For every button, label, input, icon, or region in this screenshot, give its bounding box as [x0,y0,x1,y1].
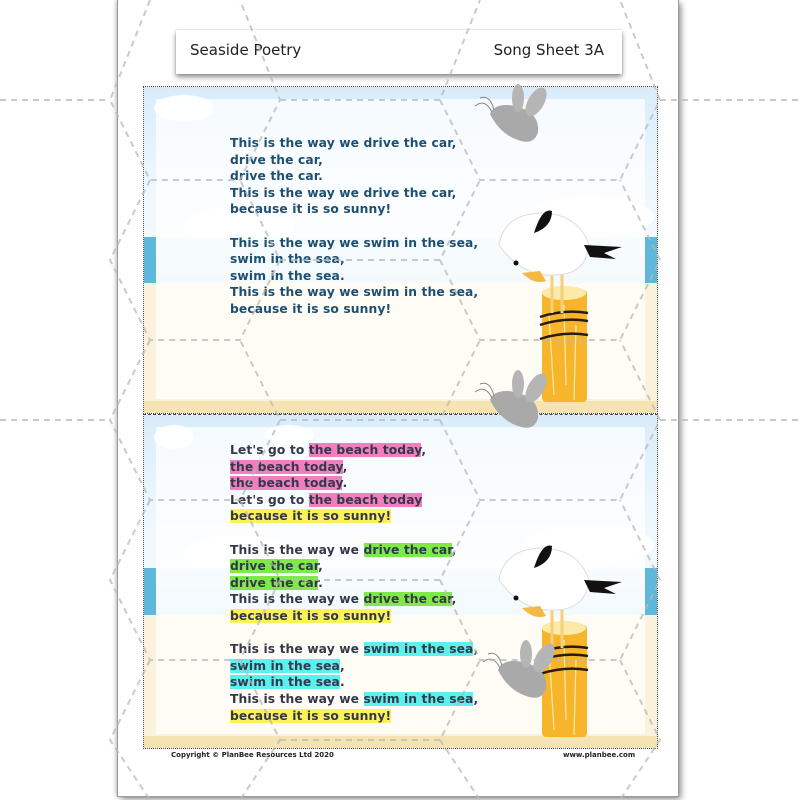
highlight-pink: the beach today [230,476,343,491]
poem-line: the beach today. [230,476,348,491]
bee-illustration [470,370,560,432]
poem-line: because it is so sunny! [230,202,392,217]
poem-bottom [230,442,478,724]
poem-line: This is the way we swim in the sea, [230,691,479,706]
copyright-text: Copyright © PlanBee Resources Ltd 2020 [171,751,334,759]
poem-line: because it is so sunny! [230,301,392,316]
highlight-yellow: because it is so sunny! [230,509,392,524]
poem-line: drive the car, [230,559,323,574]
poem-line: This is the way we drive the car, [230,542,457,557]
poem-line [230,708,478,725]
sheet-number: Song Sheet 3A [493,41,604,59]
poem-line: drive the car. [230,169,323,184]
poem-line: Let's go to the beach today [230,492,423,507]
highlight-yellow: because it is so sunny! [230,708,392,723]
poem-line: This is the way we swim in the sea, [230,235,479,250]
poem-line: This is the way we swim in the sea, [230,285,479,300]
poem-line: This is the way we drive the car, [230,136,457,150]
poem-top [230,135,478,318]
poem-line: Let's go to the beach today, [230,443,427,457]
poem-line: drive the car, [230,152,323,167]
poem-line: This is the way we drive the car, [230,185,457,200]
highlight-yellow: because it is so sunny! [230,608,392,623]
highlight-green: drive the car [363,592,452,607]
highlight-green: drive the car [363,542,452,557]
poem-line: swim in the sea. [230,268,345,283]
highlight-cyan: swim in the sea [230,658,340,673]
header-card [176,30,622,74]
poem-line [230,608,478,625]
bee-illustration [478,640,568,702]
poem-line [230,508,478,525]
poem-line: swim in the sea, [230,252,345,267]
poem-line: the beach today, [230,459,348,474]
highlight-green: drive the car [230,559,319,574]
highlight-cyan: swim in the sea [363,691,474,706]
highlight-cyan: swim in the sea [230,675,340,690]
poem-line: This is the way we swim in the sea, [230,642,479,657]
highlight-green: drive the car [230,575,319,590]
worksheet-title: Seaside Poetry [190,41,302,59]
website-link: www.planbee.com [563,751,636,759]
bee-illustration [470,84,560,146]
highlight-cyan: swim in the sea [363,642,474,657]
poem-line: This is the way we drive the car, [230,592,457,607]
poem-line: swim in the sea. [230,675,345,690]
highlight-pink: the beach today [308,443,422,457]
highlight-pink: the beach today [308,492,423,507]
poem-line: drive the car. [230,575,323,590]
highlight-pink: the beach today [230,459,343,474]
poem-line: swim in the sea, [230,658,345,673]
